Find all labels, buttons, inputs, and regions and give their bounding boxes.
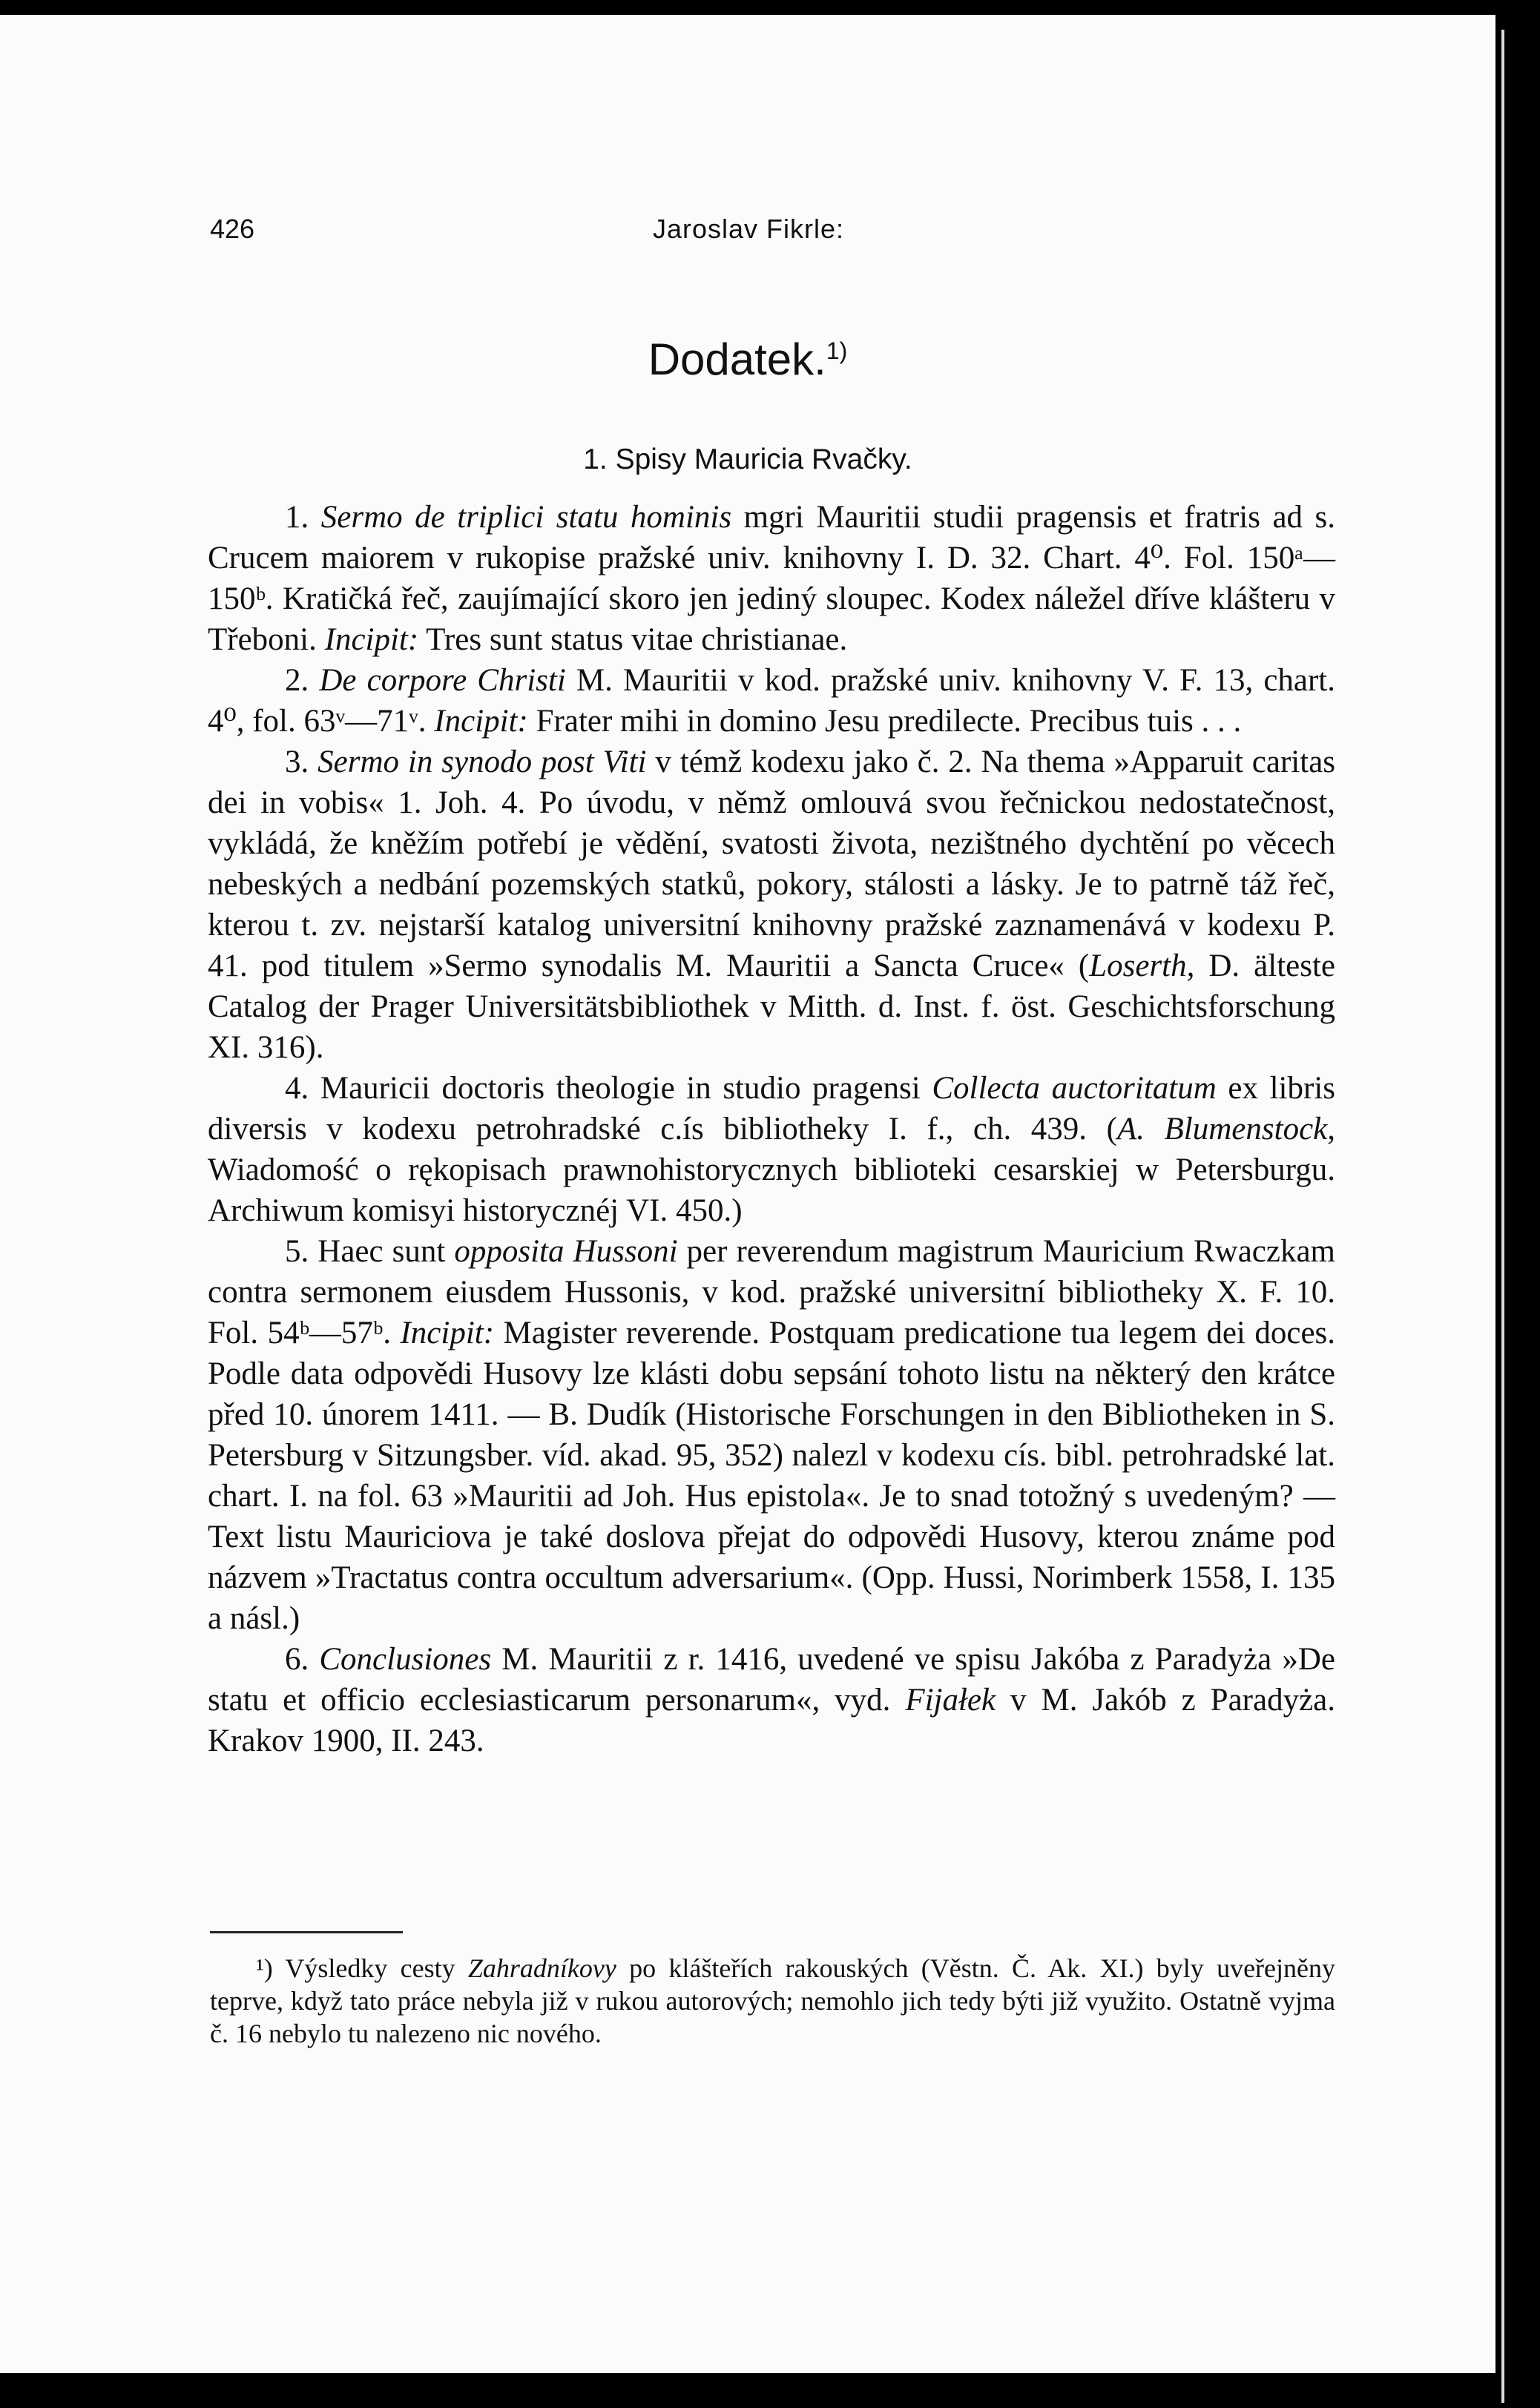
paragraph-item-5: [208, 1231, 1335, 1639]
text-run: Frater mihi in domino Jesu predilecte. Precibus tuis . . .: [527, 704, 1242, 739]
text-run: 5. Haec sunt: [285, 1234, 455, 1269]
footnote-paragraph: [210, 1952, 1335, 2050]
text-run: 1.: [285, 500, 321, 535]
scan-edge-line: [1501, 30, 1504, 2403]
text-run: mgri Mauritii studii pragensis et fratris ad s. Crucem maiorem v rukopise pražské univ. knihovny I. D. 32. Chart. 4⁰. Fol. 150ᵃ—150ᵇ. Kratičká řeč, zaujímající skoro jen jediný sloupec. Kodex náležel dříve klášteru v Třeboni.: [208, 500, 1336, 657]
footnote: [210, 1952, 1335, 2050]
text-run: 3.: [285, 745, 318, 779]
italic-text: opposita Hussoni: [454, 1234, 678, 1269]
paragraph-item-1: [208, 497, 1335, 660]
text-run: per reverendum magistrum Mauricium Rwaczkam contra sermonem eiusdem Hussonis, v kod. pražské universitní bibliotheky X. F. 10. Fol. 54ᵇ—57ᵇ.: [208, 1234, 1335, 1350]
italic-text: A. Blumenstock,: [1116, 1112, 1335, 1147]
section-title: [0, 334, 1495, 385]
text-run: po klášteřích rakouských (Věstn. Č. Ak. XI.) byly uveřejněny teprve, když tato práce nebyla již v rukou autorových; nemohlo jich tedy býti již využito. Ostatně vyjma č. 16 nebylo tu nalezeno nic nového.: [210, 1953, 1335, 2048]
text-run: v M. Jakób z Paradyża. Krakov 1900, II. 243.: [208, 1683, 1335, 1758]
paragraph-item-6: [208, 1639, 1335, 1761]
italic-text: Loserth,: [1089, 949, 1195, 983]
running-header: [0, 214, 1495, 258]
page-number: 426: [210, 214, 255, 244]
text-run: 2.: [285, 663, 320, 698]
text-run: Wiadomość o rękopisach prawnohistorycznych biblioteki cesarskiej w Petersburgu. Archiwum komisyi historycznéj VI. 450.): [208, 1152, 1335, 1228]
paragraph-item-3: [208, 742, 1335, 1068]
title-footnote-mark: 1): [826, 337, 848, 364]
text-run: Magister reverende. Postquam predicatione tua legem dei doces. Podle data odpovědi Husovy lze klásti dobu sepsání tohoto listu na některý den krátce před 10. únorem 1411. — B. Dudík (Historische Forschungen in den Bibliotheken in S. Petersburg v Sitzungsber. víd. akad. 95, 352) nalezl v kodexu cís. bibl. petrohradské lat. chart. I. na fol. 63 »Mauritii ad Joh. Hus epistola«. Je to snad totožný s uvedeným? — Text listu Mauriciova je také doslova přejat do odpovědi Husovy, kterou známe pod názvem »Tractatus contra occultum adversarium«. (Opp. Hussi, Norimberk 1558, I. 135 a násl.): [208, 1316, 1336, 1636]
text-run: 6.: [285, 1642, 320, 1677]
text-run: ex libris diversis v kodexu petrohradské c.ís bibliotheky I. f., ch. 439. (: [208, 1071, 1336, 1147]
italic-text: Incipit:: [434, 704, 528, 739]
text-run: D. älteste Catalog der Prager Universitätsbibliothek v Mitth. d. Inst. f. öst. Geschichtsforschung XI. 316).: [208, 949, 1335, 1065]
text-run: M. Mauritii z r. 1416, uvedené ve spisu Jakóba z Paradyża »De statu et officio ecclesiasticarum personarum«, vyd.: [208, 1642, 1335, 1718]
subsection-title: 1. Spisy Mauricia Rvačky.: [583, 443, 912, 475]
title-text: Dodatek.: [648, 334, 826, 384]
italic-text: Sermo de triplici statu hominis: [320, 500, 732, 535]
running-head: Jaroslav Fikrle:: [653, 214, 845, 244]
footnote-rule: [210, 1931, 403, 1933]
body-text: [208, 497, 1335, 1761]
italic-text: Collecta auctoritatum: [932, 1071, 1217, 1106]
text-run: 4. Mauricii doctoris theologie in studio pragensi: [285, 1071, 932, 1106]
italic-text: Sermo in synodo post Viti: [317, 745, 647, 779]
italic-text: Incipit:: [400, 1316, 495, 1350]
italic-text: Zahradníkovy: [467, 1953, 616, 1983]
italic-text: Fijałek: [905, 1683, 996, 1718]
text-run: v témž kodexu jako č. 2. Na thema »Apparuit caritas dei in vobis« 1. Joh. 4. Po úvodu, v němž omlouvá svou řečnickou nedostatečnost, vykládá, že kněžím potřebí je vědění, svatosti života, nezištného dychtění po věcech nebeských a nedbání pozemských statků, pokory, stálosti a lásky. Je to patrně táž řeč, kterou t. zv. nejstarší katalog universitní knihovny pražské zaznamenává v kodexu P. 41. pod titulem »Sermo synodalis M. Mauritii a Sancta Cruce« (: [208, 745, 1336, 983]
page: [0, 15, 1495, 2373]
paragraph-item-2: [208, 660, 1335, 742]
text-run: M. Mauritii v kod. pražské univ. knihovny V. F. 13, chart. 4⁰, fol. 63ᵛ—71ᵛ.: [208, 663, 1336, 739]
paragraph-item-4: [208, 1068, 1335, 1231]
italic-text: Incipit:: [324, 622, 419, 657]
italic-text: Conclusiones: [319, 1642, 492, 1677]
italic-text: De corpore Christi: [319, 663, 566, 698]
text-run: ¹) Výsledky cesty: [256, 1953, 468, 1983]
text-run: Tres sunt status vitae christianae.: [418, 622, 848, 657]
